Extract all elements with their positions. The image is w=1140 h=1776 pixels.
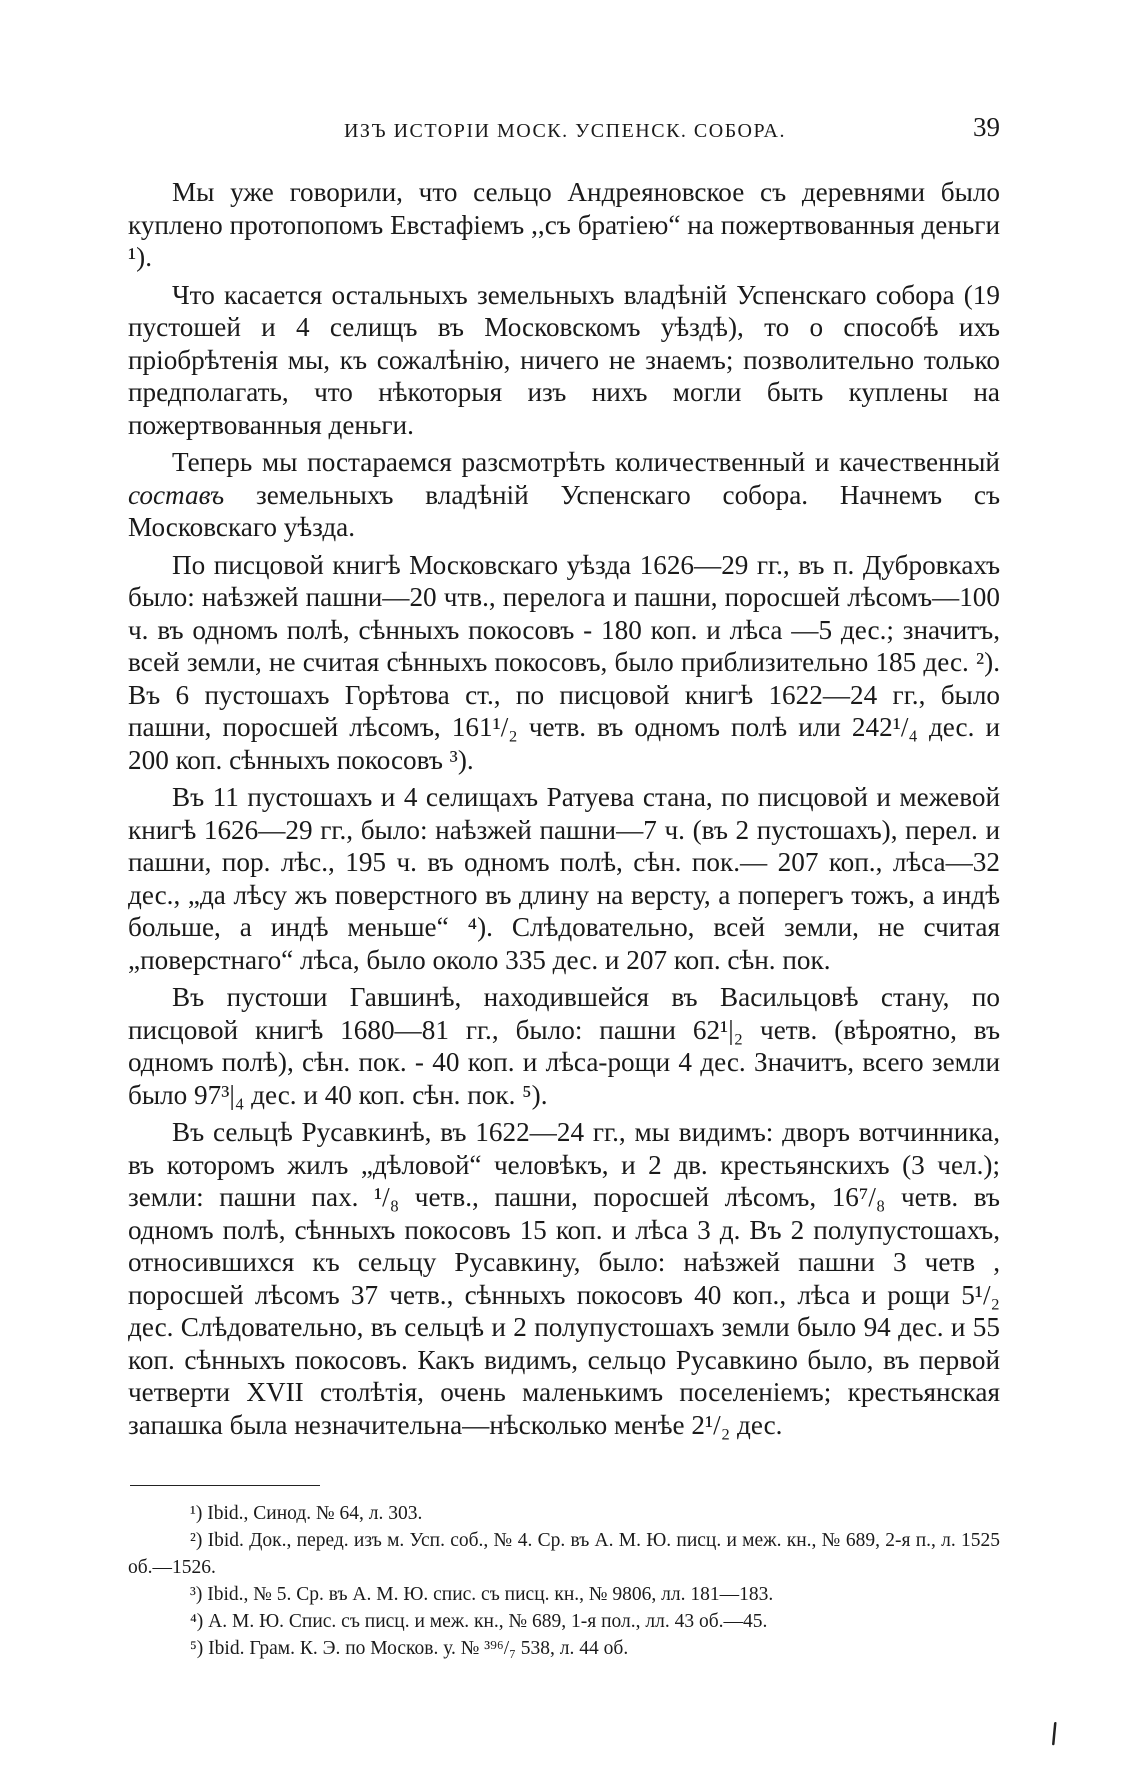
footnote-divider: [130, 1485, 320, 1486]
paragraph-6: Въ пустоши Гавшинѣ, находившейся въ Васильцовѣ стану, по писцовой книгѣ 1680—81 гг., было: пашни 62¹|₂ четв. (вѣроятно, въ одномъ полѣ), сѣн. пок. - 40 коп. и лѣса-рощи 4 дес. Значитъ, всего земли было 97³|₄ дес. и 40 коп. сѣн. пок. ⁵).: [128, 982, 1000, 1110]
paragraph-1: Мы уже говорили, что сельцо Андреяновское съ деревнями было куплено протопопомъ Евстафіемъ ,,съ братіею“ на пожертвованныя деньги ¹).: [128, 177, 1000, 272]
italic-term: составъ: [128, 479, 225, 510]
footnote-4: ⁴) А. М. Ю. Спис. съ писц. и меж. кн., № 689, 1-я пол., лл. 43 об.—45.: [190, 1611, 768, 1632]
paragraph-3-end: земельныхъ владѣній Успенскаго собора. Начнемъ съ Московскаго уѣзда.: [128, 479, 1001, 542]
body-text: [128, 176, 1000, 1446]
footnote-2: ²) Ibid. Док., перед. изъ м. Усп. соб., № 4. Ср. въ А. М. Ю. писц. и меж. кн., № 689, 2-я п., л. 1525 об.—1526.: [128, 1530, 1000, 1578]
footnote-1: ¹) Ibid., Синод. № 64, л. 303.: [190, 1503, 423, 1524]
page-header: [130, 112, 1000, 152]
paragraph-3-start: Теперь мы постараемся разсмотрѣть количественный и качественный: [172, 447, 1000, 477]
paragraph-5: Въ 11 пустошахъ и 4 селищахъ Ратуева стана, по писцовой и межевой книгѣ 1626—29 гг., было: наѣзжей пашни—7 ч. (въ 2 пустошахъ), перел. и пашни, пор. лѣс., 195 ч. въ одномъ полѣ, сѣн. пок.— 207 коп., лѣса—32 дес., „да лѣсу жъ поверстного въ длину на версту, а поперегъ тожъ, а индѣ больше, а индѣ меньше“ ⁴). Слѣдовательно, всей земли, не считая „поверстнаго“ лѣса, было около 335 дес. и 207 коп. сѣн. пок.: [128, 782, 1000, 975]
pen-mark-icon: [1043, 1721, 1066, 1754]
footnote-3: ³) Ibid., № 5. Ср. въ А. М. Ю. спис. съ писц. кн., № 9806, лл. 181—183.: [190, 1584, 774, 1605]
paragraph-2: Что касается остальныхъ земельныхъ владѣній Успенскаго собора (19 пустошей и 4 селищъ въ Московскомъ уѣздѣ), то о способѣ ихъ пріобрѣтенія мы, къ сожалѣнію, ничего не знаемъ; позволительно только предполагать, что нѣкоторыя изъ нихъ могли быть куплены на пожертвованныя деньги.: [128, 279, 1000, 440]
paragraph-7: Въ сельцѣ Русавкинѣ, въ 1622—24 гг., мы видимъ: дворъ вотчинника, въ которомъ жилъ „дѣловой“ человѣкъ, и 2 дв. крестьянскихъ (3 чел.); земли: пашни пах. ¹/₈ четв., пашни, поросшей лѣсомъ, 16⁷/₈ четв. въ одномъ полѣ, сѣнныхъ покосовъ 15 коп. и лѣса 3 д. Въ 2 полупустошахъ, относившихся къ сельцу Русавкину, было: наѣзжей пашни 3 четв , поросшей лѣсомъ 37 четв., сѣнныхъ покосовъ 40 коп., лѣса и рощи 5¹/₂ дес. Слѣдовательно, въ сельцѣ и 2 полупустошахъ земли было 94 дес. и 55 коп. сѣнныхъ покосовъ. Какъ видимъ, сельцо Русавкино было, въ первой четверти XVII столѣтія, очень маленькимъ поселеніемъ; крестьянская запашка была незначительна—нѣсколько менѣе 2¹/₂ дес.: [128, 1117, 1000, 1440]
running-title: ИЗЪ ИСТОРІИ МОСК. УСПЕНСК. СОБОРА.: [343, 120, 786, 142]
footnotes: [128, 1500, 1000, 1662]
footnote-5: ⁵) Ibid. Грам. К. Э. по Москов. у. № ³⁹⁶/₇ 538, л. 44 об.: [190, 1638, 629, 1659]
page-number: 39: [973, 112, 1000, 142]
paragraph-4: По писцовой книгѣ Московскаго уѣзда 1626—29 гг., въ п. Дубровкахъ было: наѣзжей пашни—20 чтв., перелога и пашни, поросшей лѣсомъ—100 ч. въ одномъ полѣ, сѣнныхъ покосовъ - 180 коп. и лѣса —5 дес.; значитъ, всей земли, не считая сѣнныхъ покосовъ, было приблизительно 185 дес. ²). Въ 6 пустошахъ Горѣтова ст., по писцовой книгѣ 1622—24 гг., было пашни, поросшей лѣсомъ, 161¹/₂ четв. въ одномъ полѣ или 242¹/₄ дес. и 200 коп. сѣнныхъ покосовъ ³).: [128, 549, 1000, 775]
paragraph-3: [128, 446, 1000, 544]
